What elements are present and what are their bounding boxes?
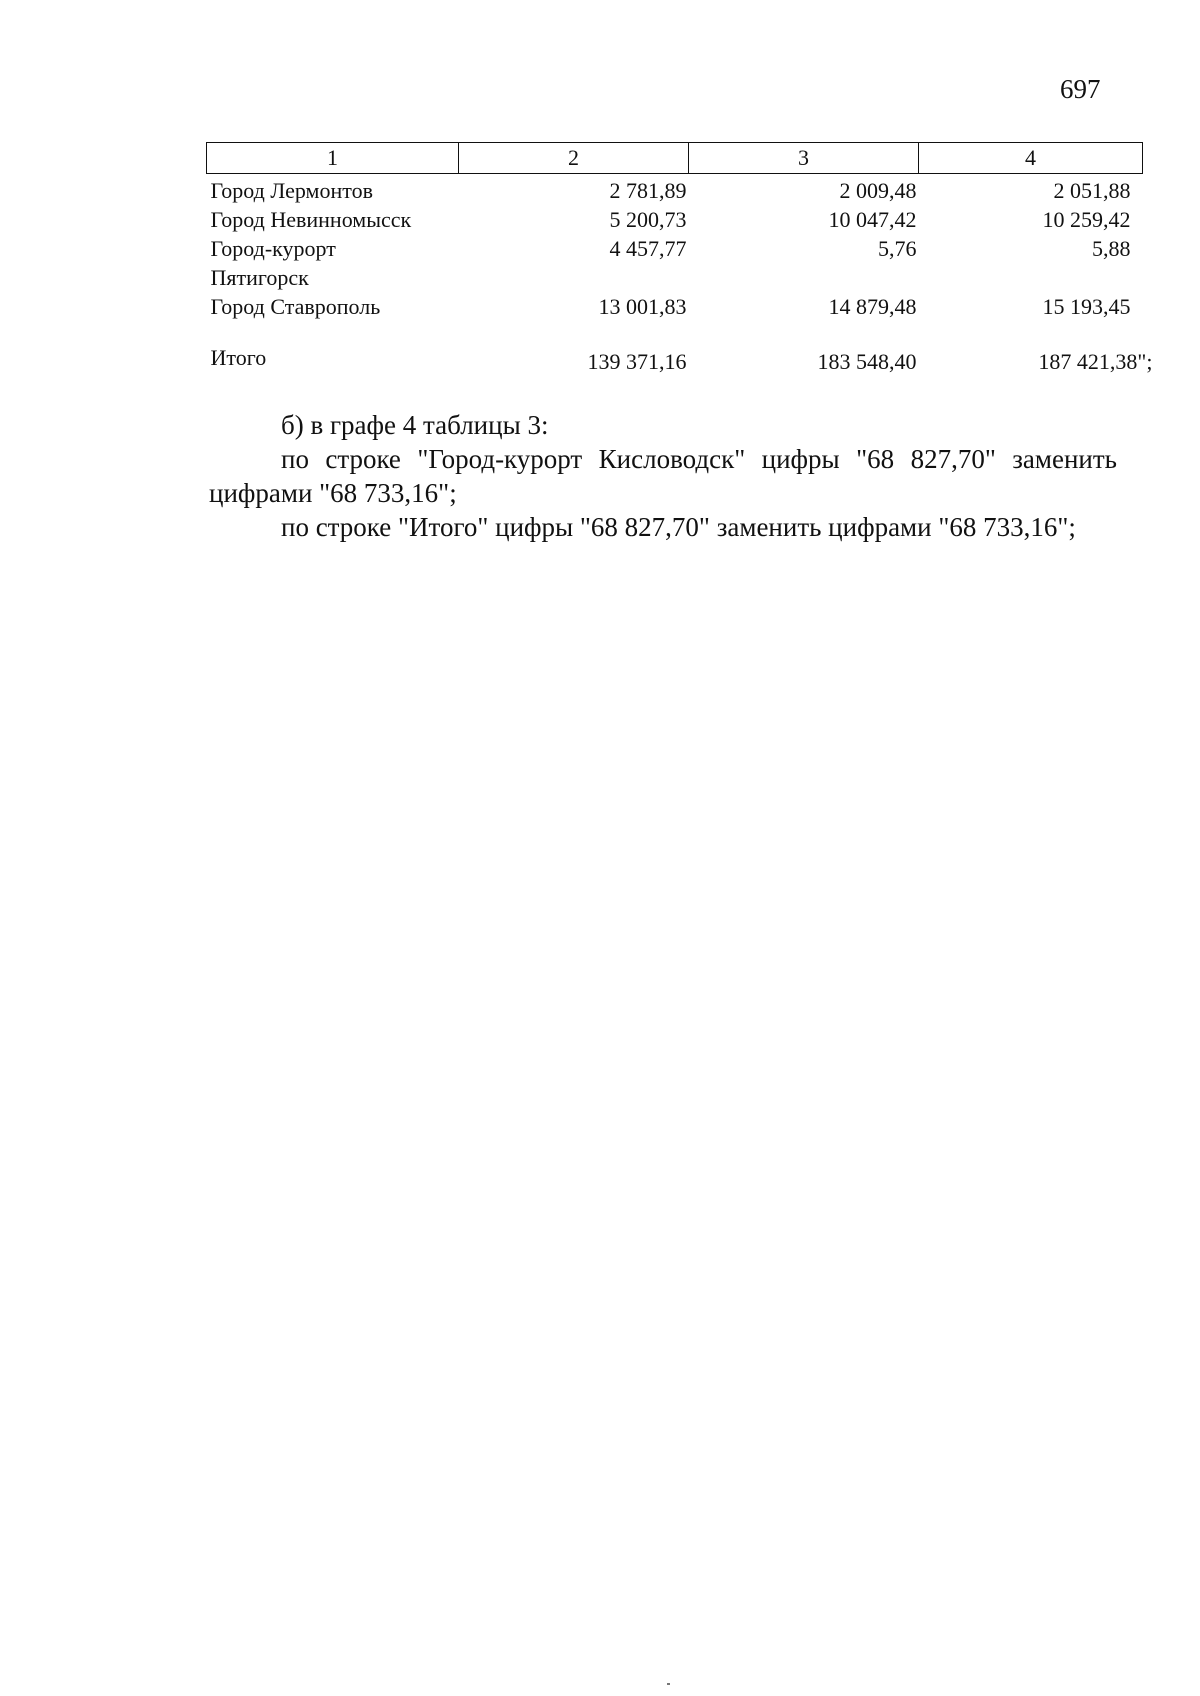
column-header-1: 1 [207, 143, 459, 174]
row-value-col3: 14 879,48 [828, 294, 917, 319]
row-name-line2: Пятигорск [210, 265, 309, 290]
data-table [206, 142, 1153, 376]
row-value-col4: 15 193,45 [1042, 294, 1131, 319]
row-name: Город Лермонтов [210, 178, 373, 203]
row-name [207, 234, 459, 292]
total-row [207, 321, 1143, 376]
column-header-3: 3 [689, 143, 919, 174]
row-value-col3: 5,76 [878, 236, 917, 261]
header-row [207, 143, 1143, 174]
amendment-text [209, 408, 1117, 544]
row-value-col2: 2 781,89 [609, 178, 687, 203]
row-value-col4: 2 051,88 [1053, 178, 1131, 203]
total-label: Итого [210, 345, 267, 370]
total-value-col4: 187 421,38"; [1038, 349, 1153, 374]
row-name-line1: Город-курорт [210, 236, 336, 261]
row-value-col4: 5,88 [1092, 236, 1131, 261]
amendment-line-1: б) в графе 4 таблицы 3: [281, 410, 549, 440]
table-body [207, 174, 1153, 377]
amendment-line-3: по строке "Итого" цифры "68 827,70" заменить цифрами "68 733,16"; [281, 512, 1076, 542]
row-name: Город Невинномысск [210, 207, 412, 232]
page-number: 697 [1060, 74, 1101, 104]
column-header-4: 4 [919, 143, 1143, 174]
scan-speck [667, 1683, 670, 1685]
table-row [207, 292, 1143, 321]
total-value-col3: 183 548,40 [817, 349, 917, 374]
column-header-2: 2 [459, 143, 689, 174]
table-row [207, 174, 1143, 206]
total-value-col2: 139 371,16 [587, 349, 687, 374]
amendment-line-2: по строке "Город-курорт Кисловодск" цифры "68 827,70" заменить цифрами "68 733,16"; [209, 444, 1117, 508]
table-header [207, 143, 1143, 174]
row-value-col3: 10 047,42 [828, 207, 917, 232]
row-value-col4: 10 259,42 [1042, 207, 1131, 232]
row-value-col3: 2 009,48 [839, 178, 917, 203]
row-value-col2: 13 001,83 [598, 294, 687, 319]
row-value-col2: 5 200,73 [609, 207, 687, 232]
row-name: Город Ставрополь [210, 294, 381, 319]
table-row [207, 234, 1143, 292]
row-value-col2: 4 457,77 [609, 236, 687, 261]
table-row [207, 205, 1143, 234]
